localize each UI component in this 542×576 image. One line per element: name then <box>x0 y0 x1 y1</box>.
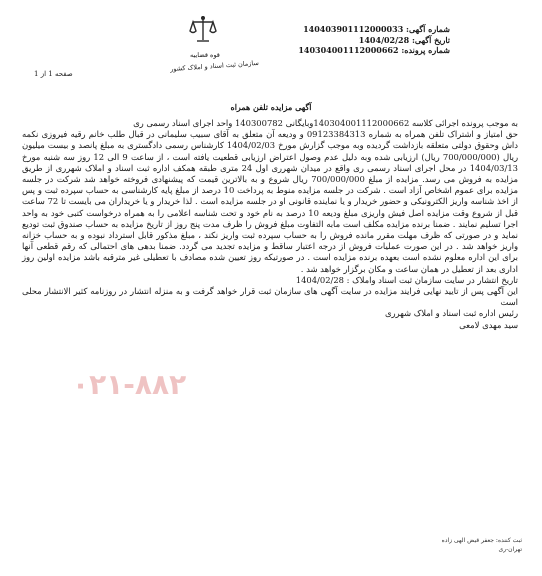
signatory-title: رئیس اداره ثبت اسناد و املاک شهرری <box>384 308 518 319</box>
ad-number: شماره آگهی: 140403901112000033 <box>303 24 450 34</box>
page-indicator: صفحه 1 از 1 <box>34 70 73 78</box>
signatory-name: سید مهدی لامعی <box>459 319 518 330</box>
org-line-2: سازمان ثبت اسناد و املاک کشور <box>169 58 260 74</box>
org-line-1: قوه قضاییه <box>190 51 220 59</box>
registrar-line: ثبت کننده: جعفر قیض الهی زاده <box>441 537 522 544</box>
file-number: شماره پرونده: 140304001112000662 <box>298 45 450 55</box>
footer <box>442 536 522 554</box>
judiciary-emblem-icon <box>188 14 218 44</box>
paragraph-auction-details: حق امتیاز و اشتراک تلفن همراه به شماره 09123384313 و ودیعه آن متعلق به آقای سبیب سلیمانی در قبال طلب خانم رقیه فیروزی نکمه داش وحقوق دولتی متعلقه بازداشت گردیده وبه موجب گزارش مورخ 1404/02/03 کارشناس رسمی دادگستری به مبلغ پانصد و بیست میلیون ریال (700/000/000 ریال) ارزیابی شده وبه دلیل عدم وصول اعتراض ارزیابی قطعیت یافته است ، از ساعت 9 الی 12 روز سه شنبه مورخ 1404/03/13 در محل اجرای اسناد رسمی ری واقع در میدان شهرری اول 24 متری طبقه همکف اداره ثبت اسناد و املاک شهرری از طریق مزایده به فروش می رسد. مزایده از مبلغ 700/000/000 ریال شروع و به بالاترین قیمت که پیشنهادی فروخته خواهد شد شرکت در جلسه مزایده برای عموم اشخاص آزاد است . شرکت در جلسه مزایده منوط به پرداخت 10 درصد از مبلغ پایه کارشناسی به حساب سپرده ثبت و پس از اخذ شناسه واریز الکترونیکی و حضور خریدار و یا نماینده قانونی او در جلسه مزایده است . لذا خریدار و یا خریداران می بایست تا 72 ساعت قبل از شروع وقت مزایده اصل فیش واریزی مبلغ ودیعه 10 درصد به نام خود و تحت شناسه اعلامی را به همراه درخواست کتبی خود به واحد اجرا تسلیم نمایند . ضمنا برنده مزایده مکلف است مابه التفاوت مبلغ فروش را ظرف مدت پنج روز از تاریخ مزایده به حساب صندوق ثبت تودیع نماید و در صورتی که ظرف مهلت مقرر مانده فروش را به حساب سپرده ثبت واریز نکند ، مبلغ مذکور قابل استرداد نبوده و به حساب خزانه واریز خواهد شد . در این صورت عملیات فروش از درجه اعتبار ساقط و مزایده تجدید می گردد. ضمنا بدهی های احتمالی که رقم قطعی آنها برای این اداره معلوم نشده است بعهده برنده مزایده است . در صورتیکه روز تعیین شده مصادف با تعطیلی غیر مترقبه باشد مزایده اولین روز اداری بعد از تعطیل در همان ساعت و مکان برگزار خواهد شد . <box>22 129 518 274</box>
document-title: آگهی مزایده تلفن همراه <box>230 102 312 112</box>
paragraph-file-reference: به موجب پرونده اجرائی کلاسه 140304001112000662وبایگانی 140300782 واحد اجرای اسناد رسمی ری <box>133 118 518 128</box>
paragraph-publication-note: این آگهی پس از تایید نهایی فرایند مزایده در سایت آگهی های سازمان ثبت قرار خواهد گرفت و به منزله انتشار در روزنامه کثیر الانتشار محلی است <box>22 286 518 308</box>
location-line: تهران-ری <box>498 546 522 553</box>
paragraph-publication-date: تاریخ انتشار در سایت سازمان ثبت اسناد واملاک : 1404/02/28 <box>295 274 518 285</box>
ad-date: تاریخ آگهی: 1404/02/28 <box>358 34 450 45</box>
document-body <box>22 118 518 331</box>
ad-metadata <box>298 24 450 56</box>
phone-watermark: ۰۲۱-۸۸۲ <box>72 368 187 401</box>
